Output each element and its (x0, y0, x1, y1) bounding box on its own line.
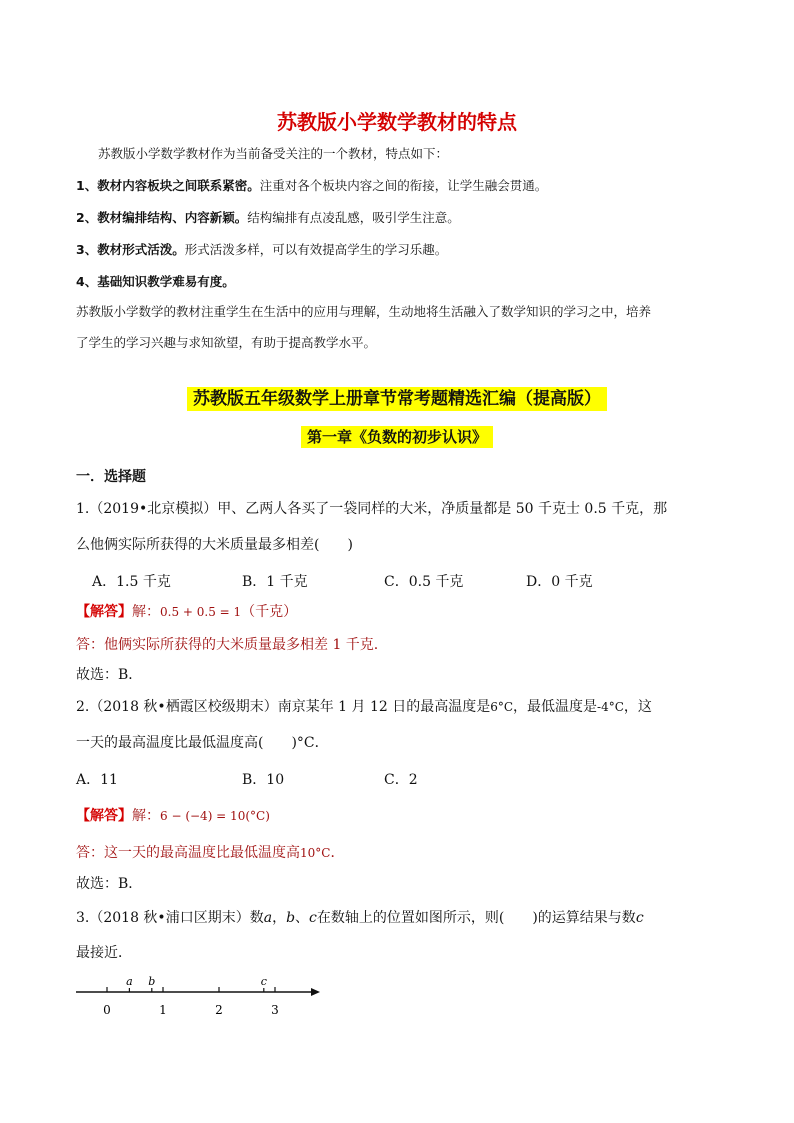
q2-conclusion (76, 842, 344, 862)
intro-point-3 (76, 240, 447, 258)
q3-line-2: 最接近． (76, 945, 132, 961)
q2-high-temp: 6°C (490, 700, 514, 714)
number-line-tick-label: 3 (271, 1003, 279, 1017)
q1-option-c: C．0.5 千克 (384, 574, 464, 590)
var-c-2: c (635, 910, 644, 926)
chapter-title: 第一章《负数的初步认识》 (301, 426, 493, 448)
q3-text-b: 在数轴上的位置如图所示，则( )的运算结果与数 (316, 910, 636, 926)
number-line-figure (70, 970, 330, 1022)
intro-lead: 苏教版小学数学教材作为当前备受关注的一个教材，特点如下： (98, 146, 449, 161)
sep-1: ， (272, 910, 287, 926)
q1-conclusion: 答：他俩实际所获得的大米质量最多相差 1 千克. (76, 637, 379, 653)
answer-formula: 0.5 + 0.5 = 1 (160, 605, 242, 619)
intro-point-4 (76, 272, 235, 290)
number-line-tick-label: 2 (215, 1003, 223, 1017)
page-title: 苏教版小学数学教材的特点 (277, 110, 517, 134)
q2-low-temp: -4°C (597, 700, 624, 714)
q3-text-a: 3.（2018 秋•浦口区期末）数 (76, 910, 264, 926)
intro-summary-line-2: 了学生的学习兴趣与求知欲望，有助于提高教学水平。 (76, 335, 377, 350)
answer-unit: （千克） (241, 604, 298, 620)
answer-prefix: 解： (132, 808, 160, 824)
collection-title: 苏教版五年级数学上册章节常考题精选汇编（提高版） (187, 387, 607, 411)
number-line-point-label: c (260, 975, 267, 988)
chapter-title-wrap (0, 426, 794, 447)
q1-choice: 故选：B． (76, 667, 143, 683)
answer-tag: 【解答】 (76, 604, 132, 620)
intro-point-2 (76, 208, 460, 226)
q2-option-a: A．11 (76, 772, 118, 788)
q2-answer (76, 805, 270, 825)
conclusion-text: 答：这一天的最高温度比最低温度高 (76, 845, 300, 861)
q1-line-2: 么他俩实际所获得的大米质量最多相差( ) (76, 537, 353, 553)
point-label: 4、基础知识教学难易有度。 (76, 274, 235, 289)
q3-line-1 (76, 907, 644, 927)
q1-answer (76, 601, 297, 621)
q2-option-b: B．10 (242, 772, 285, 788)
q2-text-c: ，这 (623, 699, 652, 715)
q2-line-1 (76, 696, 652, 716)
number-line-arrow (311, 988, 320, 996)
sep-2: 、 (295, 910, 310, 926)
number-line-point-label: b (148, 975, 156, 988)
point-label: 2、教材编排结构、内容新颖。 (76, 210, 248, 225)
point-text: 结构编排有点凌乱感，吸引学生注意。 (247, 210, 460, 225)
answer-formula: 6 − (−4) = 10(°C) (160, 809, 270, 823)
var-b: b (286, 910, 296, 926)
q2-choice: 故选：B． (76, 876, 143, 892)
q2-text-b: ，最低温度是 (513, 699, 598, 715)
conclusion-value: 10°C (300, 846, 331, 860)
q2-line-2: 一天的最高温度比最低温度高( )°C． (76, 735, 329, 751)
point-text: 形式活泼多样，可以有效提高学生的学习乐趣。 (184, 242, 448, 257)
q1-option-d: D．0 千克 (526, 574, 593, 590)
point-label: 3、教材形式活泼。 (76, 242, 185, 257)
q1-option-a: A．1.5 千克 (92, 574, 171, 590)
number-line-tick-label: 1 (159, 1003, 167, 1017)
intro-point-1 (76, 176, 547, 194)
var-c: c (309, 910, 317, 926)
q1-line-1: 1.（2019•北京模拟）甲、乙两人各买了一袋同样的大米，净质量都是 50 千克士 0.5 千克，那 (76, 501, 668, 517)
q1-option-b: B．1 千克 (242, 574, 308, 590)
collection-title-wrap (0, 384, 794, 409)
q2-text-a: 2.（2018 秋•栖霞区校级期末）南京某年 1 月 12 日的最高温度是 (76, 699, 491, 715)
point-text: 注重对各个板块内容之间的衔接，让学生融会贯通。 (259, 178, 548, 193)
intro-summary-line-1: 苏教版小学数学的教材注重学生在生活中的应用与理解，生动地将生活融入了数学知识的学习之中，培养 (76, 304, 652, 319)
var-a: a (263, 910, 273, 926)
number-line-tick-label: 0 (103, 1003, 111, 1017)
conclusion-end: ． (330, 845, 345, 861)
answer-prefix: 解： (132, 604, 160, 620)
number-line-point-label: a (126, 975, 133, 988)
point-label: 1、教材内容板块之间联系紧密。 (76, 178, 260, 193)
q2-option-c: C．2 (384, 772, 418, 788)
section-heading: 一．选择题 (76, 469, 146, 485)
answer-tag: 【解答】 (76, 808, 132, 824)
